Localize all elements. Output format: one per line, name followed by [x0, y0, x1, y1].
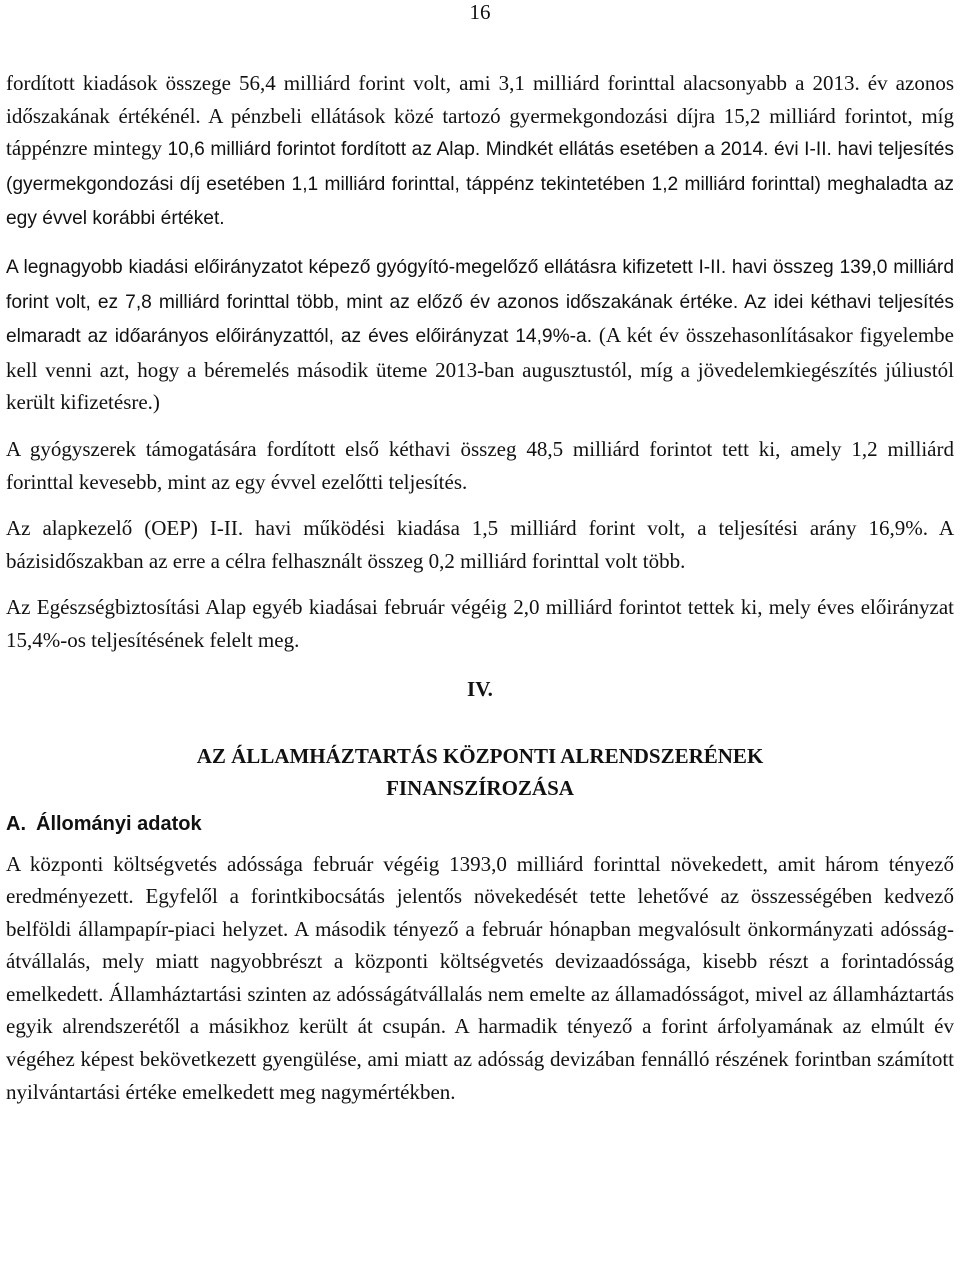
paragraph-fund-manager: [6, 512, 954, 577]
chapter-title-line2: FINANSZÍROZÁSA: [386, 775, 574, 800]
paragraph-benefits-part2: 10,6 milliárd forintot fordított az Alap. Mindkét ellátás esetében a 2014. évi I-II. havi teljesítés (gyermekgondozási díj esetében 1,1 milliárd forinttal, táppénz tekintetében 1,2 milliárd forinttal) meghaladta az egy évvel korábbi értéket.: [6, 139, 954, 230]
paragraph-fund-manager-part2: A bázisidőszakban az erre a célra felhasznált összeg 0,2 milliárd forinttal volt több.: [6, 516, 954, 573]
section-number: A.: [6, 812, 26, 835]
paragraph-debt-stock: A központi költségvetés adóssága február végéig 1393,0 milliárd forinttal növekedett, amit három tényező eredményezett. Egyfelől a forintkibocsátás jelentős növekedését tette lehetővé az összességében kedvező belföldi állampapír-piaci helyzet. A második tényező a február hónapban megvalósult önkormányzati adósság-átvállalás, mely miatt nagyobbrészt a központi költségvetés devizaadóssága, kisebb részt a forintadósság emelkedett. Államháztartási szinten az adósságátvállalás nem emelte az államadósságot, mivel az államháztartás egyik alrendszerétől a másikhoz került át csupán. A harmadik tényező a forint árfolyamának az elmúlt év végéhez képest bekövetkezett gyengülése, ami miatt az adósság devizában fennálló részének forintban számított nyilvántartási értéke emelkedett meg nagymértékben.: [6, 851, 954, 1104]
paragraph-curative-care-part2: (A két év összehasonlításakor figyelembe kell venni azt, hogy a béremelés második üteme 2013-ban augusztustól, míg a jövedelemkiegészítés júliustól került kifizetésre.): [6, 323, 954, 415]
paragraph-pharmaceuticals: A gyógyszerek támogatására fordított első kéthavi összeg 48,5 milliárd forintot tett ki, amely 1,2 milliárd forinttal kevesebb, mint az egy évvel ezelőtti teljesítés.: [6, 436, 954, 494]
page-number: 16: [469, 0, 491, 24]
section-title: Állományi adatok: [36, 812, 202, 835]
chapter-title-line1: AZ ÁLLAMHÁZTARTÁS KÖZPONTI ALRENDSZERÉNEK: [196, 743, 764, 768]
paragraph-benefits: [6, 67, 954, 236]
paragraph-curative-care: [6, 250, 954, 419]
paragraph-other-expenses: Az Egészségbiztosítási Alap egyéb kiadásai február végéig 2,0 milliárd forintot tettek ki, mely éves előirányzat 15,4%-os teljesítésének felelt meg.: [6, 595, 954, 652]
document-body: [6, 67, 954, 1119]
paragraph-curative-care-part1: A legnagyobb kiadási előirányzatot képező gyógyító-megelőző ellátásra kifizetett I-II. havi összeg 139,0 milliárd forint volt, ez 7,8 milliárd forinttal több, mint az előző év azonos időszakának értéke. Az idei kéthavi teljesítés elmaradt az időarányos előirányzattól, az éves előirányzat 14,9%-a.: [6, 256, 954, 348]
chapter-number: IV.: [467, 676, 493, 701]
section-heading: [6, 808, 954, 840]
paragraph-benefits-part1: fordított kiadások összege 56,4 milliárd forint volt, ami 3,1 milliárd forinttal alacsonyabb a 2013. év azonos időszakának értékénél. A pénzbeli ellátások közé tartozó gyermekgondozási díjra 15,2 milliárd forintot, míg táppénzre mintegy: [6, 71, 954, 161]
chapter-title: [6, 740, 954, 804]
paragraph-fund-manager-part1: Az alapkezelő (OEP) I-II. havi működési kiadása 1,5 milliárd forint volt, a teljesítési arány 16,9%.: [6, 516, 928, 541]
